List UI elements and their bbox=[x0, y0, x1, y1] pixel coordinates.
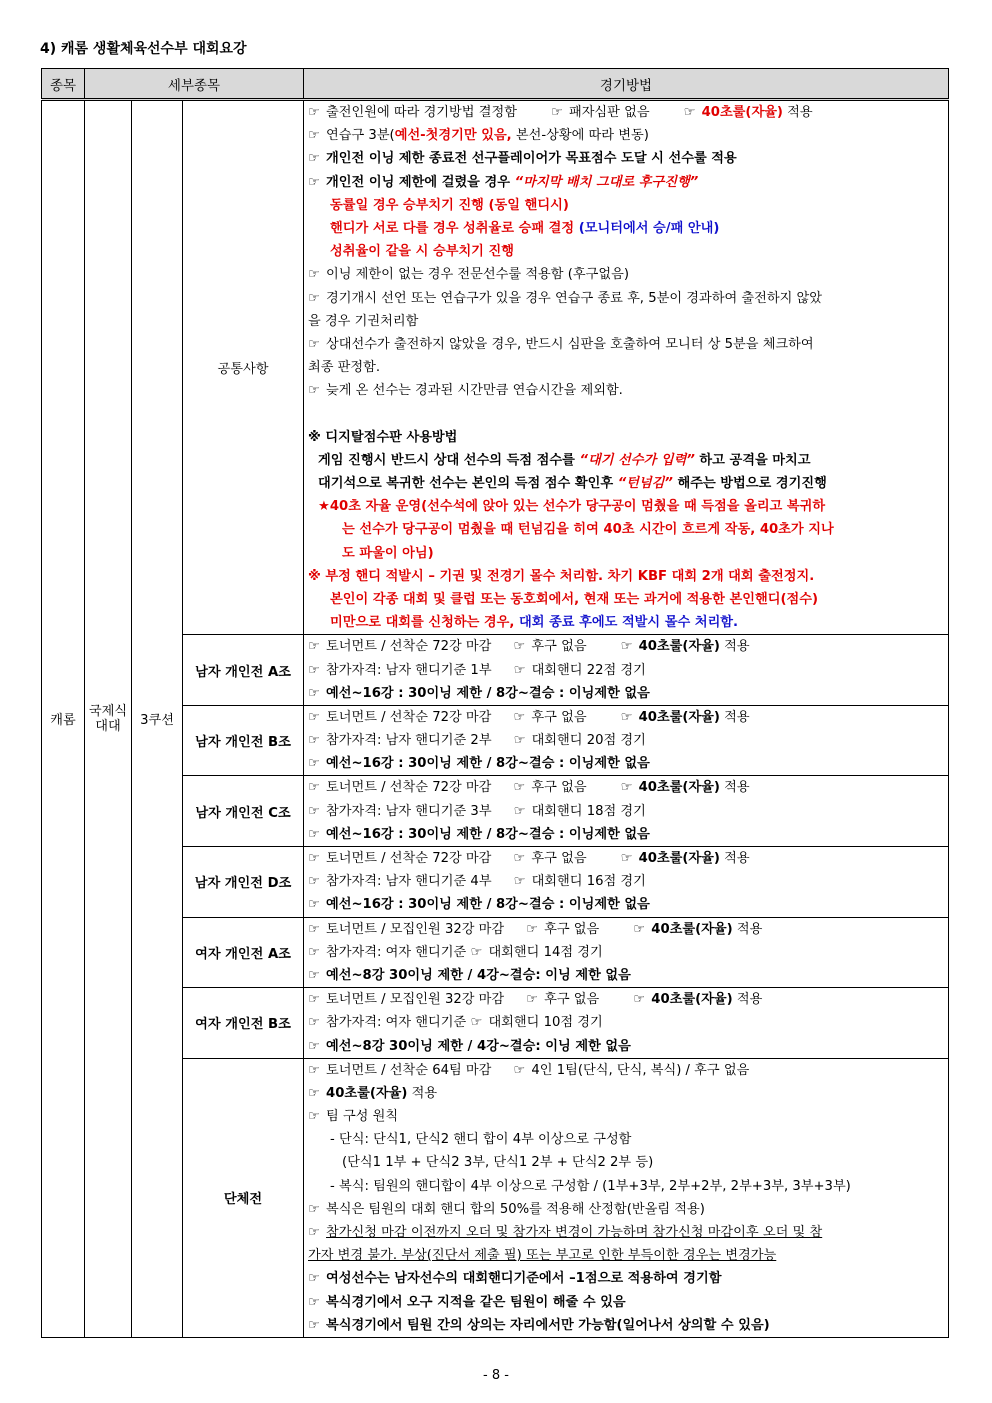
pointing-hand-icon: ☞ bbox=[308, 1015, 320, 1031]
pointing-hand-icon: ☞ bbox=[308, 1038, 320, 1054]
pointing-hand-icon: ☞ bbox=[513, 780, 526, 796]
sport-cell: 캐롬 bbox=[42, 100, 85, 1338]
category-cell: 국제식 대대 bbox=[85, 100, 132, 1338]
division-method-cell: ☞ 토너먼트 / 선착순 72강 마감 ☞ 후구 없음 ☞ 40초룰(자율) 적용 ☞ 참가자격: 남자 핸디기준 2부 ☞ 대회핸디 20점 경기 ☞ 예선~16강 : 30이닝 제한 / 8강~결승 : 이닝제한 없음 bbox=[304, 705, 949, 776]
team-label: 단체전 bbox=[183, 1058, 304, 1337]
pointing-hand-icon: ☞ bbox=[308, 780, 320, 796]
pointing-hand-icon: ☞ bbox=[550, 105, 563, 120]
pointing-hand-icon: ☞ bbox=[513, 733, 526, 749]
pointing-hand-icon: ☞ bbox=[308, 1085, 320, 1101]
pointing-hand-icon: ☞ bbox=[513, 709, 526, 725]
pointing-hand-icon: ☞ bbox=[513, 639, 526, 655]
team-method-cell: ☞ 토너먼트 / 선착순 64팀 마감 ☞ 4인 1팀(단식, 단식, 복식) / 후구 없음 ☞ 40초룰(자율) 적용 ☞ 팀 구성 원칙 - 단식: 단식1, 단식2 핸디 합이 4부 이상으로 구성함 (단식1 1부 + 단식2 3부, 단식1 2부 + 단식2 2부 등) - 복식: 팀원의 핸디합이 4부 이상으로 구성함 / (1부+3부, 2부+2부, 2부+3부, 3부+3부) ☞ 복식은 팀원의 대회 핸디 합의 50%를 적용해 산정함(반올림 적용) ☞ 참가신청 마감 이전까지 오더 및 참가자 변경이 가능하며 참가신청 마감이후 오더 및 참 가자 변경 불가. 부상(진단서 제출 필) 또는 부고로 인한 부득이한 경우는 변경가능 ☞ 여성선수는 남자선수의 대회핸디기준에서 –1점으로 적용하여 경기함 ☞ 복식경기에서 오구 지적을 같은 팀원이 해줄 수 있음 ☞ 복식경기에서 팀원 간의 상의는 자리에서만 가능함(일어나서 상의할 수 있음) bbox=[304, 1058, 949, 1337]
pointing-hand-icon: ☞ bbox=[308, 383, 320, 399]
division-label: 남자 개인전 C조 bbox=[183, 776, 304, 847]
type-cell: 3쿠션 bbox=[132, 100, 183, 1338]
pointing-hand-icon: ☞ bbox=[620, 780, 633, 796]
pointing-hand-icon: ☞ bbox=[308, 174, 320, 190]
division-method-cell: ☞ 토너먼트 / 선착순 72강 마감 ☞ 후구 없음 ☞ 40초룰(자율) 적용 ☞ 참가자격: 남자 핸디기준 3부 ☞ 대회핸디 18점 경기 ☞ 예선~16강 : 30이닝 제한 / 8강~결승 : 이닝제한 없음 bbox=[304, 776, 949, 847]
pointing-hand-icon: ☞ bbox=[308, 1109, 320, 1125]
pointing-hand-icon: ☞ bbox=[308, 639, 320, 655]
pointing-hand-icon: ☞ bbox=[308, 921, 320, 937]
table-header-row bbox=[42, 69, 949, 100]
table-row bbox=[42, 100, 949, 635]
pointing-hand-icon: ☞ bbox=[513, 803, 526, 819]
pointing-hand-icon: ☞ bbox=[308, 733, 320, 749]
pointing-hand-icon: ☞ bbox=[620, 851, 633, 866]
division-method-cell: ☞ 토너먼트 / 선착순 72강 마감 ☞ 후구 없음 ☞ 40초룰(자율) 적용 ☞ 참가자격: 남자 핸디기준 1부 ☞ 대회핸디 22점 경기 ☞ 예선~16강 : 30이닝 제한 / 8강~결승 : 이닝제한 없음 bbox=[304, 635, 949, 706]
pointing-hand-icon: ☞ bbox=[308, 290, 320, 306]
pointing-hand-icon: ☞ bbox=[513, 851, 526, 866]
pointing-hand-icon: ☞ bbox=[308, 685, 320, 701]
division-method-cell: ☞ 토너먼트 / 선착순 72강 마감 ☞ 후구 없음 ☞ 40초룰(자율) 적용 ☞ 참가자격: 남자 핸디기준 4부 ☞ 대회핸디 16점 경기 ☞ 예선~16강 : 30이닝 제한 / 8강~결승 : 이닝제한 없음 bbox=[304, 847, 949, 918]
page-number: - 8 - bbox=[483, 1368, 509, 1383]
pointing-hand-icon: ☞ bbox=[620, 709, 633, 725]
pointing-hand-icon: ☞ bbox=[308, 709, 320, 725]
pointing-hand-icon: ☞ bbox=[526, 921, 538, 937]
pointing-hand-icon: ☞ bbox=[633, 992, 646, 1008]
pointing-hand-icon: ☞ bbox=[526, 992, 538, 1008]
pointing-hand-icon: ☞ bbox=[308, 1062, 320, 1078]
pointing-hand-icon: ☞ bbox=[308, 967, 320, 983]
division-label: 남자 개인전 B조 bbox=[183, 705, 304, 776]
pointing-hand-icon: ☞ bbox=[513, 874, 526, 890]
pointing-hand-icon: ☞ bbox=[308, 1201, 320, 1217]
pointing-hand-icon: ☞ bbox=[308, 1271, 320, 1287]
pointing-hand-icon: ☞ bbox=[308, 851, 320, 866]
pointing-hand-icon: ☞ bbox=[470, 1015, 483, 1031]
pointing-hand-icon: ☞ bbox=[308, 1225, 320, 1240]
section-title: 4) 캐롬 생활체육선수부 대회요강 bbox=[40, 41, 247, 57]
pointing-hand-icon: ☞ bbox=[308, 756, 320, 772]
header-sub-event: 세부종목 bbox=[85, 69, 304, 100]
rules-table bbox=[41, 68, 949, 1338]
division-method-cell: ☞ 토너먼트 / 모집인원 32강 마감 ☞ 후구 없음 ☞ 40초룰(자율) 적용 ☞ 참가자격: 여자 핸디기준 ☞ 대회핸디 10점 경기 ☞ 예선~8강 30이닝 제한 / 4강~결승: 이닝 제한 없음 bbox=[304, 988, 949, 1059]
pointing-hand-icon: ☞ bbox=[308, 336, 320, 352]
pointing-hand-icon: ☞ bbox=[308, 105, 320, 120]
header-sport: 종목 bbox=[42, 69, 85, 100]
pointing-hand-icon: ☞ bbox=[308, 944, 320, 960]
division-label: 남자 개인전 D조 bbox=[183, 847, 304, 918]
pointing-hand-icon: ☞ bbox=[308, 992, 320, 1008]
pointing-hand-icon: ☞ bbox=[308, 1294, 320, 1310]
division-method-cell: ☞ 토너먼트 / 모집인원 32강 마감 ☞ 후구 없음 ☞ 40초룰(자율) 적용 ☞ 참가자격: 여자 핸디기준 ☞ 대회핸디 14점 경기 ☞ 예선~8강 30이닝 제한 / 4강~결승: 이닝 제한 없음 bbox=[304, 917, 949, 988]
common-method-cell: ☞ 출전인원에 따라 경기방법 결정함 ☞ 패자심판 없음 ☞ 40초룰(자율) 적용 ☞ 연습구 3분(예선-첫경기만 있음, 본선-상황에 따라 변동) ☞ 개인전 이닝 제한 종료전 선구플레이어가 목표점수 도달 시 선수룰 적용 ☞ 개인전 이닝 제한에 걸렸을 경우 “마지막 배치 그대로 후구진행” 동률일 경우 승부치기 진행 (동일 핸디시) 핸디가 서로 다를 경우 성취율로 승패 결정 (모니터에서 승/패 안내) 성취율이 같을 시 승부치기 진행 ☞ 이닝 제한이 없는 경우 전문선수룰 적용함 (후구없음) ☞ 경기개시 선언 또는 연습구가 있을 경우 연습구 종료 후, 5분이 경과하여 출전하지 않았 을 경우 기권처리함 ☞ 상대선수가 출전하지 않았을 경우, 반드시 심판을 호출하여 모니터 상 5분을 체크하여 최종 판정함. ☞ 늦게 온 선수는 경과된 시간만큼 연습시간을 제외함. ※ 디지탈점수판 사용방법 게임 진행시 반드시 상대 선수의 득점 점수를 “대기 선수가 입력” 하고 공격을 마치고 대기석으로 복귀한 선수는 본인의 득점 점수 확인후 “턴넘김” 해주는 방법으로 경기진행 ★40초 자율 운영(선수석에 앉아 있는 선수가 당구공이 멈췄을 때 득점을 올리고 복귀하 는 선수가 당구공이 멈췄을 때 턴넘김을 히여 40초 시간이 흐르게 작동, 40초가 지나 도 파울이 아님) ※ 부정 핸디 적발시 – 기권 및 전경기 몰수 처리함. 차기 KBF 대회 2개 대회 출전정지. 본인이 각종 대회 및 클럽 또는 동호회에서, 현재 또는 과거에 적용한 본인핸디(점수) 미만으로 대회를 신청하는 경우, 대회 종료 후에도 적발시 몰수 처리함. bbox=[304, 100, 949, 635]
pointing-hand-icon: ☞ bbox=[308, 874, 320, 890]
division-label: 남자 개인전 A조 bbox=[183, 635, 304, 706]
pointing-hand-icon: ☞ bbox=[308, 826, 320, 842]
pointing-hand-icon: ☞ bbox=[513, 662, 526, 678]
pointing-hand-icon: ☞ bbox=[308, 803, 320, 819]
pointing-hand-icon: ☞ bbox=[308, 662, 320, 678]
pointing-hand-icon: ☞ bbox=[620, 639, 633, 655]
pointing-hand-icon: ☞ bbox=[470, 944, 483, 960]
pointing-hand-icon: ☞ bbox=[308, 267, 320, 283]
pointing-hand-icon: ☞ bbox=[308, 151, 320, 167]
header-method: 경기방법 bbox=[304, 69, 949, 100]
pointing-hand-icon: ☞ bbox=[683, 105, 696, 120]
pointing-hand-icon: ☞ bbox=[308, 897, 320, 913]
pointing-hand-icon: ☞ bbox=[308, 128, 320, 144]
pointing-hand-icon: ☞ bbox=[308, 1317, 320, 1333]
pointing-hand-icon: ☞ bbox=[633, 921, 646, 937]
pointing-hand-icon: ☞ bbox=[513, 1062, 526, 1078]
common-label: 공통사항 bbox=[183, 100, 304, 635]
division-label: 여자 개인전 B조 bbox=[183, 988, 304, 1059]
division-label: 여자 개인전 A조 bbox=[183, 917, 304, 988]
